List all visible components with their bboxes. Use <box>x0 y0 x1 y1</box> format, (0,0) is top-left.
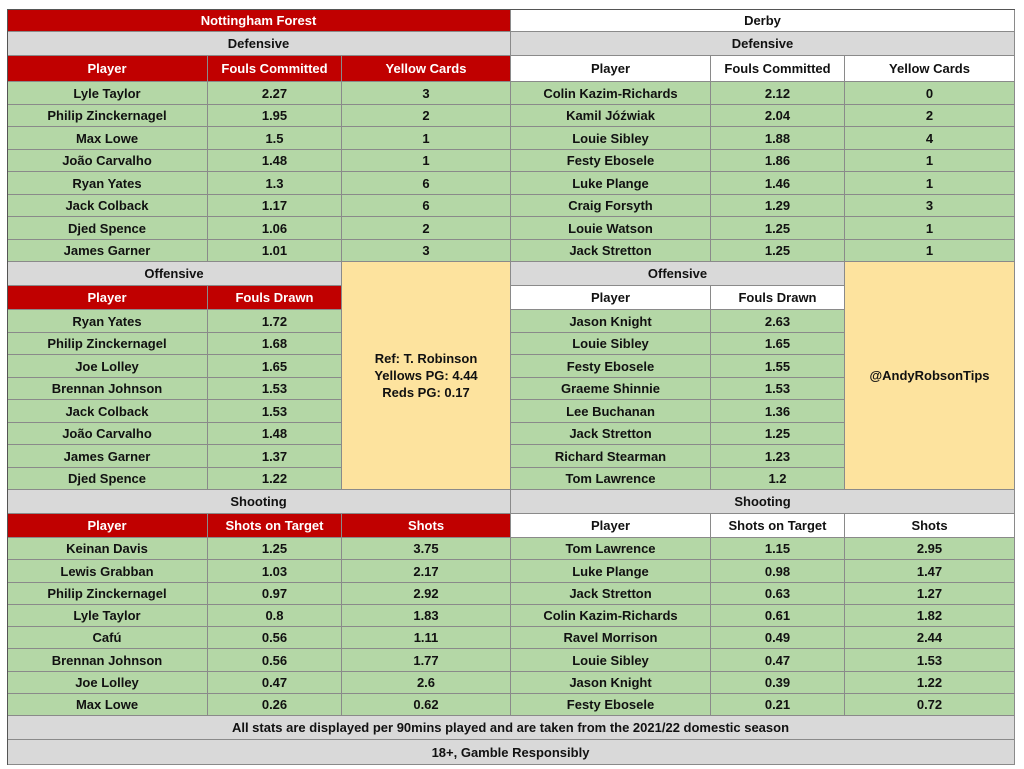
away-def-player: Louie Watson <box>511 217 711 240</box>
home-def-fouls-committed: 1.06 <box>208 217 342 240</box>
home-def-header-yellow-cards: Yellow Cards <box>342 56 511 82</box>
away-def-yellow-cards: 3 <box>845 195 1015 217</box>
home-def-player: Jack Colback <box>7 195 208 217</box>
away-shoot-shots: 1.27 <box>845 583 1015 605</box>
home-def-player: Philip Zinckernagel <box>7 105 208 127</box>
stats-sheet <box>7 9 1015 765</box>
home-def-fouls-committed: 1.3 <box>208 172 342 195</box>
away-off-player: Richard Stearman <box>511 445 711 468</box>
away-shoot-player: Ravel Morrison <box>511 627 711 649</box>
home-shoot-shots: 2.17 <box>342 560 511 583</box>
home-off-player: João Carvalho <box>7 423 208 445</box>
away-def-player: Craig Forsyth <box>511 195 711 217</box>
away-off-header-player: Player <box>511 286 711 310</box>
away-def-yellow-cards: 2 <box>845 105 1015 127</box>
away-shoot-player: Luke Plange <box>511 560 711 583</box>
away-shoot-shots-on-target: 0.47 <box>711 649 845 672</box>
home-def-yellow-cards: 3 <box>342 240 511 262</box>
away-shoot-player: Tom Lawrence <box>511 538 711 560</box>
home-def-header-player: Player <box>7 56 208 82</box>
home-shoot-header-player: Player <box>7 514 208 538</box>
away-def-fouls-committed: 1.88 <box>711 127 845 150</box>
home-def-fouls-committed: 1.5 <box>208 127 342 150</box>
home-def-yellow-cards: 2 <box>342 217 511 240</box>
away-offensive-title: Offensive <box>511 262 845 286</box>
away-shoot-shots: 2.44 <box>845 627 1015 649</box>
referee-reds: Reds PG: 0.17 <box>382 385 470 400</box>
away-shoot-shots-on-target: 0.63 <box>711 583 845 605</box>
home-shoot-shots-on-target: 1.25 <box>208 538 342 560</box>
away-shoot-shots-on-target: 0.39 <box>711 672 845 694</box>
away-shoot-player: Louie Sibley <box>511 649 711 672</box>
home-def-yellow-cards: 1 <box>342 127 511 150</box>
team-away-title: Derby <box>511 9 1015 32</box>
away-shoot-player: Colin Kazim-Richards <box>511 605 711 627</box>
referee-box <box>342 262 511 490</box>
away-off-fouls-drawn: 1.23 <box>711 445 845 468</box>
home-offensive-title: Offensive <box>7 262 342 286</box>
away-shoot-shots-on-target: 1.15 <box>711 538 845 560</box>
referee-name: Ref: T. Robinson <box>374 351 478 366</box>
home-shoot-shots-on-target: 1.03 <box>208 560 342 583</box>
home-shooting-title: Shooting <box>7 490 511 514</box>
home-def-fouls-committed: 1.48 <box>208 150 342 172</box>
home-def-yellow-cards: 3 <box>342 82 511 105</box>
away-off-fouls-drawn: 1.2 <box>711 468 845 490</box>
footer-gamble: 18+, Gamble Responsibly <box>7 740 1015 765</box>
away-shoot-shots: 1.82 <box>845 605 1015 627</box>
home-off-fouls-drawn: 1.48 <box>208 423 342 445</box>
home-off-fouls-drawn: 1.53 <box>208 400 342 423</box>
away-def-yellow-cards: 1 <box>845 172 1015 195</box>
away-def-fouls-committed: 1.86 <box>711 150 845 172</box>
home-off-player: James Garner <box>7 445 208 468</box>
home-def-player: Djed Spence <box>7 217 208 240</box>
away-shoot-header-shots: Shots <box>845 514 1015 538</box>
home-off-fouls-drawn: 1.65 <box>208 355 342 378</box>
home-off-player: Ryan Yates <box>7 310 208 333</box>
away-off-fouls-drawn: 1.55 <box>711 355 845 378</box>
away-shoot-player: Jason Knight <box>511 672 711 694</box>
away-shoot-header-shots-on-target: Shots on Target <box>711 514 845 538</box>
home-def-fouls-committed: 1.01 <box>208 240 342 262</box>
home-shoot-shots-on-target: 0.97 <box>208 583 342 605</box>
away-off-fouls-drawn: 1.53 <box>711 378 845 400</box>
home-def-fouls-committed: 1.95 <box>208 105 342 127</box>
home-shoot-player: Cafú <box>7 627 208 649</box>
home-shoot-player: Lyle Taylor <box>7 605 208 627</box>
home-shoot-shots: 1.83 <box>342 605 511 627</box>
away-def-fouls-committed: 1.29 <box>711 195 845 217</box>
home-off-player: Joe Lolley <box>7 355 208 378</box>
home-off-fouls-drawn: 1.37 <box>208 445 342 468</box>
home-def-yellow-cards: 2 <box>342 105 511 127</box>
away-off-fouls-drawn: 1.65 <box>711 333 845 355</box>
away-off-player: Graeme Shinnie <box>511 378 711 400</box>
home-off-fouls-drawn: 1.53 <box>208 378 342 400</box>
social-handle: @AndyRobsonTips <box>845 262 1015 490</box>
away-def-player: Kamil Jóźwiak <box>511 105 711 127</box>
away-def-yellow-cards: 1 <box>845 217 1015 240</box>
away-off-player: Louie Sibley <box>511 333 711 355</box>
home-shoot-player: Max Lowe <box>7 694 208 716</box>
home-def-fouls-committed: 1.17 <box>208 195 342 217</box>
away-off-player: Festy Ebosele <box>511 355 711 378</box>
away-def-yellow-cards: 1 <box>845 240 1015 262</box>
away-shoot-player: Jack Stretton <box>511 583 711 605</box>
home-def-player: Ryan Yates <box>7 172 208 195</box>
away-shoot-shots-on-target: 0.49 <box>711 627 845 649</box>
home-def-player: Max Lowe <box>7 127 208 150</box>
home-off-fouls-drawn: 1.72 <box>208 310 342 333</box>
away-defensive-title: Defensive <box>511 32 1015 56</box>
home-shoot-player: Brennan Johnson <box>7 649 208 672</box>
away-off-header-fouls-drawn: Fouls Drawn <box>711 286 845 310</box>
footer-note: All stats are displayed per 90mins played and are taken from the 2021/22 domestic season <box>7 716 1015 740</box>
away-def-fouls-committed: 2.04 <box>711 105 845 127</box>
home-off-header-player: Player <box>7 286 208 310</box>
away-shoot-shots: 1.22 <box>845 672 1015 694</box>
away-shoot-header-player: Player <box>511 514 711 538</box>
home-def-fouls-committed: 2.27 <box>208 82 342 105</box>
home-shoot-player: Philip Zinckernagel <box>7 583 208 605</box>
away-off-player: Lee Buchanan <box>511 400 711 423</box>
home-shoot-shots: 0.62 <box>342 694 511 716</box>
away-shoot-shots: 0.72 <box>845 694 1015 716</box>
away-def-header-fouls-committed: Fouls Committed <box>711 56 845 82</box>
away-shoot-shots: 2.95 <box>845 538 1015 560</box>
home-off-player: Brennan Johnson <box>7 378 208 400</box>
home-off-header-fouls-drawn: Fouls Drawn <box>208 286 342 310</box>
away-shoot-player: Festy Ebosele <box>511 694 711 716</box>
home-shoot-header-shots-on-target: Shots on Target <box>208 514 342 538</box>
away-def-yellow-cards: 4 <box>845 127 1015 150</box>
away-off-player: Tom Lawrence <box>511 468 711 490</box>
away-def-yellow-cards: 0 <box>845 82 1015 105</box>
home-shoot-player: Keinan Davis <box>7 538 208 560</box>
away-def-header-yellow-cards: Yellow Cards <box>845 56 1015 82</box>
home-shoot-shots: 1.77 <box>342 649 511 672</box>
away-shoot-shots-on-target: 0.61 <box>711 605 845 627</box>
home-def-player: João Carvalho <box>7 150 208 172</box>
home-def-yellow-cards: 6 <box>342 172 511 195</box>
away-def-player: Louie Sibley <box>511 127 711 150</box>
home-shoot-shots: 1.11 <box>342 627 511 649</box>
away-def-fouls-committed: 1.46 <box>711 172 845 195</box>
away-shooting-title: Shooting <box>511 490 1015 514</box>
away-def-player: Colin Kazim-Richards <box>511 82 711 105</box>
away-def-yellow-cards: 1 <box>845 150 1015 172</box>
away-def-header-player: Player <box>511 56 711 82</box>
home-off-player: Djed Spence <box>7 468 208 490</box>
home-off-player: Jack Colback <box>7 400 208 423</box>
home-shoot-player: Joe Lolley <box>7 672 208 694</box>
away-off-fouls-drawn: 2.63 <box>711 310 845 333</box>
home-off-player: Philip Zinckernagel <box>7 333 208 355</box>
referee-yellows: Yellows PG: 4.44 <box>374 368 478 383</box>
home-off-fouls-drawn: 1.22 <box>208 468 342 490</box>
home-shoot-shots-on-target: 0.8 <box>208 605 342 627</box>
home-shoot-shots-on-target: 0.56 <box>208 649 342 672</box>
home-def-header-fouls-committed: Fouls Committed <box>208 56 342 82</box>
away-off-fouls-drawn: 1.25 <box>711 423 845 445</box>
team-home-title: Nottingham Forest <box>7 9 511 32</box>
home-def-yellow-cards: 6 <box>342 195 511 217</box>
home-shoot-shots-on-target: 0.26 <box>208 694 342 716</box>
away-off-player: Jason Knight <box>511 310 711 333</box>
home-shoot-shots: 2.6 <box>342 672 511 694</box>
away-shoot-shots: 1.53 <box>845 649 1015 672</box>
away-def-fouls-committed: 1.25 <box>711 217 845 240</box>
home-shoot-shots: 2.92 <box>342 583 511 605</box>
home-shoot-header-shots: Shots <box>342 514 511 538</box>
away-def-player: Luke Plange <box>511 172 711 195</box>
home-def-yellow-cards: 1 <box>342 150 511 172</box>
away-def-fouls-committed: 2.12 <box>711 82 845 105</box>
home-shoot-player: Lewis Grabban <box>7 560 208 583</box>
home-shoot-shots-on-target: 0.56 <box>208 627 342 649</box>
home-shoot-shots: 3.75 <box>342 538 511 560</box>
home-defensive-title: Defensive <box>7 32 511 56</box>
away-shoot-shots-on-target: 0.21 <box>711 694 845 716</box>
home-def-player: James Garner <box>7 240 208 262</box>
home-shoot-shots-on-target: 0.47 <box>208 672 342 694</box>
away-def-player: Festy Ebosele <box>511 150 711 172</box>
away-def-fouls-committed: 1.25 <box>711 240 845 262</box>
home-off-fouls-drawn: 1.68 <box>208 333 342 355</box>
away-off-player: Jack Stretton <box>511 423 711 445</box>
away-off-fouls-drawn: 1.36 <box>711 400 845 423</box>
away-def-player: Jack Stretton <box>511 240 711 262</box>
home-def-player: Lyle Taylor <box>7 82 208 105</box>
away-shoot-shots-on-target: 0.98 <box>711 560 845 583</box>
away-shoot-shots: 1.47 <box>845 560 1015 583</box>
